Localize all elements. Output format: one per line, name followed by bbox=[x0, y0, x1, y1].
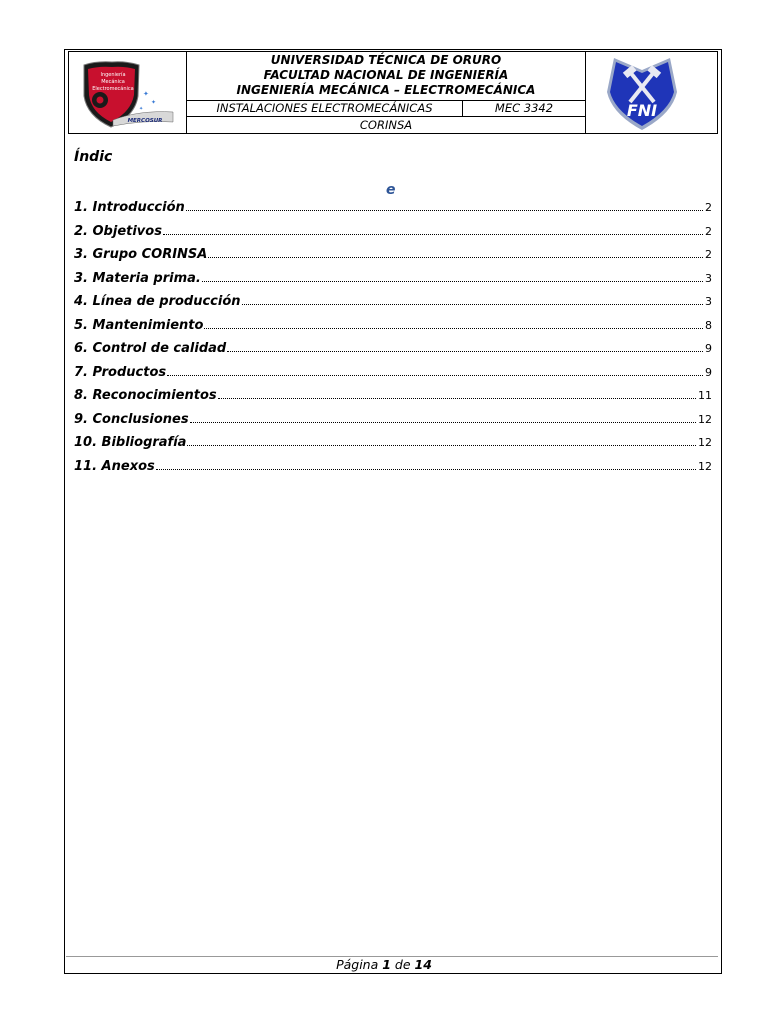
toc-entry-page: 8 bbox=[705, 318, 712, 332]
footer-prefix: Página bbox=[336, 957, 379, 972]
svg-text:MERCOSUR: MERCOSUR bbox=[127, 118, 163, 124]
toc-leader-dots bbox=[186, 209, 703, 211]
footer-middle: de bbox=[394, 957, 411, 972]
total-page-count: 14 bbox=[414, 957, 432, 972]
toc-leader-dots bbox=[156, 468, 696, 470]
toc-entry[interactable] bbox=[74, 318, 712, 342]
toc-leader-dots bbox=[242, 303, 703, 305]
toc-leader-dots bbox=[227, 350, 703, 352]
toc-entry-title: 6. Control de calidad bbox=[74, 341, 227, 356]
toc-entry-page: 9 bbox=[705, 365, 712, 379]
svg-text:Ingeniería: Ingeniería bbox=[100, 72, 126, 78]
toc-entry[interactable] bbox=[74, 294, 712, 318]
course-code: MEC 3342 bbox=[494, 101, 554, 115]
faculty-name: FACULTAD NACIONAL DE INGENIERÍA bbox=[263, 68, 509, 82]
toc-entry[interactable] bbox=[74, 459, 712, 483]
toc-leader-dots bbox=[190, 421, 696, 423]
svg-text:Mecánica: Mecánica bbox=[101, 79, 125, 85]
toc-entry-page: 3 bbox=[705, 271, 712, 285]
toc-leader-dots bbox=[167, 374, 703, 376]
toc-leader-dots bbox=[218, 397, 696, 399]
toc-entry-page: 12 bbox=[698, 436, 712, 449]
toc-leader-dots bbox=[204, 327, 703, 329]
toc-entry-title: 10. Bibliografía bbox=[74, 435, 187, 450]
university-name: UNIVERSIDAD TÉCNICA DE ORURO bbox=[270, 53, 502, 67]
toc-entry-page: 9 bbox=[705, 342, 712, 355]
toc-entry[interactable] bbox=[74, 271, 712, 295]
toc-leader-dots bbox=[202, 280, 703, 282]
toc-entry-title: 11. Anexos bbox=[74, 458, 155, 474]
toc-entry-page: 2 bbox=[705, 248, 712, 261]
toc-entry-title: 3. Grupo CORINSA bbox=[74, 247, 208, 262]
toc-entry-page: 11 bbox=[698, 389, 712, 402]
toc-entry-page: 3 bbox=[705, 295, 712, 308]
toc-leader-dots bbox=[163, 233, 703, 235]
toc-entry[interactable] bbox=[74, 247, 712, 271]
toc-entry-page: 12 bbox=[698, 412, 712, 426]
toc-entry-title: 2. Objetivos bbox=[74, 223, 162, 239]
toc-entry-title: 9. Conclusiones bbox=[74, 411, 189, 427]
svg-text:✦: ✦ bbox=[139, 106, 144, 112]
toc-entry-page: 12 bbox=[698, 459, 712, 473]
toc-entry[interactable] bbox=[74, 200, 712, 224]
toc-entry-title: 5. Mantenimiento bbox=[74, 317, 204, 333]
toc-entry-page: 2 bbox=[705, 201, 712, 214]
svg-text:✦: ✦ bbox=[143, 90, 149, 98]
toc-entry[interactable] bbox=[74, 412, 712, 436]
current-page-number: 1 bbox=[382, 957, 391, 972]
toc-entry[interactable] bbox=[74, 341, 712, 365]
institution-block bbox=[187, 52, 585, 101]
toc-leader-dots bbox=[187, 444, 696, 446]
toc-entry-title: 4. Línea de producción bbox=[74, 294, 241, 309]
company-name: CORINSA bbox=[359, 118, 413, 132]
left-logo-cell bbox=[69, 52, 187, 133]
toc-entry-title: 1. Introducción bbox=[74, 200, 185, 215]
program-name: INGENIERÍA MECÁNICA – ELECTROMECÁNICA bbox=[236, 83, 536, 97]
toc-entry-title: 7. Productos bbox=[74, 364, 167, 380]
toc-entry[interactable] bbox=[74, 365, 712, 389]
right-logo-cell bbox=[585, 52, 717, 133]
header-center bbox=[187, 52, 585, 133]
svg-text:FNI: FNI bbox=[626, 101, 658, 120]
toc-entry[interactable] bbox=[74, 388, 712, 412]
toc-heading-wrap: e bbox=[386, 182, 396, 198]
toc-entry-title: 8. Reconocimientos bbox=[74, 388, 217, 403]
toc-heading: Índic bbox=[74, 149, 113, 165]
table-of-contents bbox=[74, 200, 712, 482]
engineering-shield-logo bbox=[69, 52, 187, 133]
toc-entry[interactable] bbox=[74, 435, 712, 459]
toc-entry-title: 3. Materia prima. bbox=[74, 270, 201, 286]
toc-entry-page: 2 bbox=[705, 224, 712, 238]
course-row bbox=[187, 100, 585, 117]
toc-entry[interactable] bbox=[74, 224, 712, 248]
toc-leader-dots bbox=[208, 256, 703, 258]
document-header bbox=[68, 51, 718, 134]
svg-text:Electromecánica: Electromecánica bbox=[92, 86, 134, 92]
page-footer bbox=[0, 957, 768, 972]
course-name: INSTALACIONES ELECTROMECÁNICAS bbox=[187, 101, 463, 116]
fni-shield-logo bbox=[586, 52, 718, 133]
svg-text:✦: ✦ bbox=[151, 99, 157, 106]
